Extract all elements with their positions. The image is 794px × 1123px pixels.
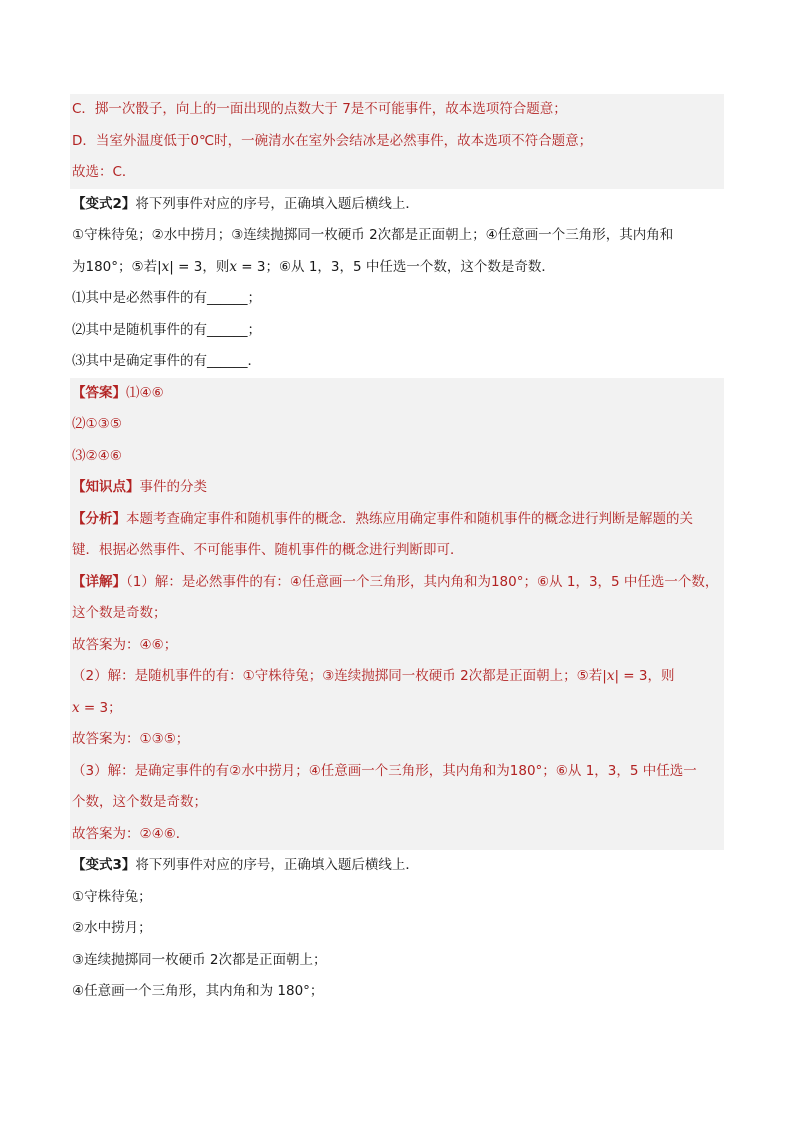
analysis-tag: 【分析】 <box>72 510 126 527</box>
variant-3-stem-line <box>70 850 724 882</box>
detail-line-8: 个数，这个数是奇数； <box>72 794 207 810</box>
question-2: ⑵其中是随机事件的有______； <box>72 321 261 338</box>
detail-text-4b: | = 3，则 <box>614 668 675 684</box>
events-text-c: = 3；⑥从 1，3，5 中任选一个数，这个数是奇数． <box>236 258 555 275</box>
var-x: x <box>72 699 80 716</box>
var-x: x <box>606 668 615 684</box>
question-3: ⑶其中是确定事件的有______． <box>72 353 261 369</box>
var-x: x <box>229 258 237 275</box>
page-content <box>70 94 724 1008</box>
knowledge-line <box>70 472 724 504</box>
detail-line-5 <box>70 693 724 725</box>
event-1: ①守株待兔； <box>72 888 152 905</box>
solution-block-2 <box>70 378 724 851</box>
option-d-line: D．当室外温度低于0℃时，一碗清水在室外会结冰是必然事件，故本选项不符合题意； <box>72 132 593 149</box>
variant-2-events-line-2 <box>70 252 724 284</box>
event-2: ②水中捞月； <box>72 920 152 936</box>
detail-line-6: 故答案为：①③⑤； <box>72 731 190 747</box>
analysis-line-1 <box>70 504 724 536</box>
detail-line-1 <box>70 567 724 599</box>
detail-line-7: （3）解：是确定事件的有②水中捞月；④任意画一个三角形，其内角和为180°；⑥从 1，3，5 中任选一 <box>72 762 697 779</box>
variant-3-tag: 【变式3】 <box>72 857 136 873</box>
detail-text-1: （1）解：是必然事件的有：④任意画一个三角形，其内角和为180°；⑥从 1，3，5 中任选一个数， <box>126 573 719 590</box>
events-text-a: 为180°；⑤若| <box>72 258 162 275</box>
detail-line-2: 这个数是奇数； <box>72 605 167 621</box>
detail-line-4 <box>70 661 724 693</box>
detail-line-3: 故答案为：④⑥； <box>72 636 178 653</box>
detail-line-9: 故答案为：②④⑥． <box>72 825 190 842</box>
answer-1: ⑴④⑥ <box>126 384 164 401</box>
variant-2-tag: 【变式2】 <box>72 195 136 212</box>
answer-line-1 <box>70 378 724 410</box>
knowledge-tag: 【知识点】 <box>72 479 140 495</box>
knowledge-text: 事件的分类 <box>139 479 207 495</box>
variant-3-stem: 将下列事件对应的序号，正确填入题后横线上． <box>135 857 419 873</box>
var-x: x <box>161 258 170 275</box>
answer-line-2: ⑵①③⑤ <box>72 416 122 432</box>
variant-3-question <box>70 850 724 1008</box>
answer-line-3: ⑶②④⑥ <box>72 447 122 464</box>
variant-2-question <box>70 189 724 378</box>
detail-text-5: = 3； <box>79 699 122 716</box>
solution-block-1 <box>70 94 724 189</box>
detail-text-4: （2）解：是随机事件的有：①守株待兔；③连续抛掷同一枚硬币 2次都是正面朝上；⑤若| <box>72 668 607 684</box>
detail-tag: 【详解】 <box>72 573 126 590</box>
analysis-text-1: 本题考查确定事件和随机事件的概念．熟练应用确定事件和随机事件的概念进行判断是解题的关 <box>126 510 693 527</box>
option-c-line: C．掷一次骰子，向上的一面出现的点数大于 7是不可能事件，故本选项符合题意； <box>72 101 567 117</box>
variant-2-events-line-1: ①守株待兔；②水中捞月；③连续抛掷同一枚硬币 2次都是正面朝上；④任意画一个三角形，其内角和 <box>72 227 674 243</box>
event-3: ③连续抛掷同一枚硬币 2次都是正面朝上； <box>72 951 327 968</box>
variant-2-stem: 将下列事件对应的序号，正确填入题后横线上． <box>135 195 419 212</box>
events-text-b: | = 3，则 <box>169 258 230 275</box>
question-1: ⑴其中是必然事件的有______； <box>72 290 261 306</box>
final-answer-line: 故选：C． <box>72 164 136 180</box>
event-4: ④任意画一个三角形，其内角和为 180°； <box>72 983 324 999</box>
variant-2-stem-line <box>70 189 724 221</box>
analysis-line-2: 键．根据必然事件、不可能事件、随机事件的概念进行判断即可． <box>72 542 464 558</box>
answer-tag: 【答案】 <box>72 384 126 401</box>
